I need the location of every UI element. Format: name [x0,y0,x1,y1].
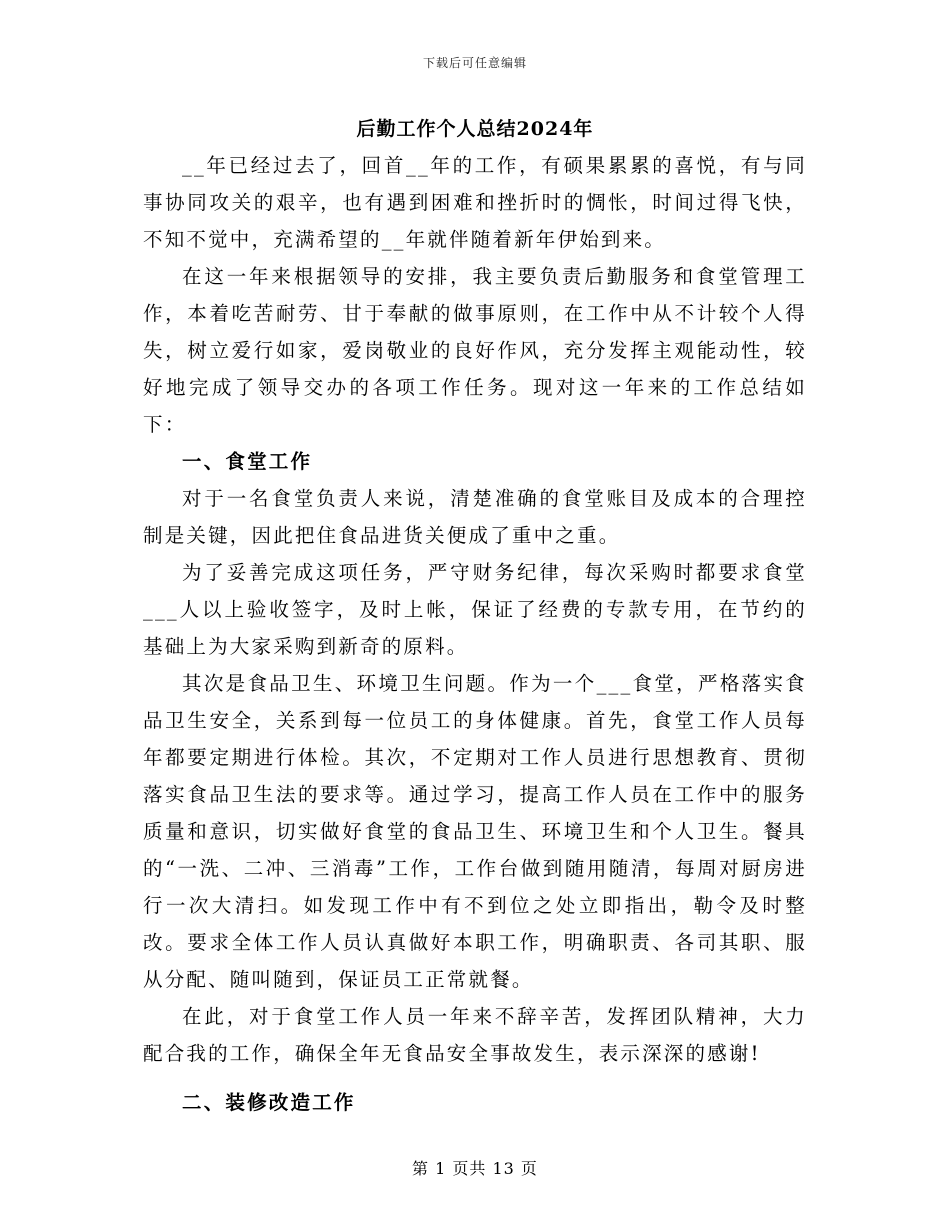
intro-paragraph: 在这一年来根据领导的安排，我主要负责后勤服务和食堂管理工作，本着吃苦耐劳、甘于奉献的做事原则，在工作中从不计较个人得失，树立爱行如家，爱岗敬业的良好作风，充分发挥主观能动性，较好地完成了领导交办的各项工作任务。现对这一年来的工作总结如下： [143,265,807,436]
header-note: 下载后可任意编辑 [422,56,527,70]
section-paragraph: 其次是食品卫生、环境卫生问题。作为一个___食堂，严格落实食品卫生安全，关系到每一位员工的身体健康。首先，食堂工作人员每年都要定期进行体检。其次，不定期对工作人员进行思想教育、贯彻落实食品卫生法的要求等。通过学习，提高工作人员在工作中的服务质量和意识，切实做好食堂的食品卫生、环境卫生和个人卫生。餐具的“一洗、二冲、三消毒”工作，工作台做到随用随清，每周对厨房进行一次大清扫。如发现工作中有不到位之处立即指出，勒令及时整改。要求全体工作人员认真做好本职工作，明确职责、各司其职、服从分配、随叫随到，保证员工正常就餐。 [143,672,807,991]
intro-paragraph: __年已经过去了，回首__年的工作，有硕果累累的喜悦，有与同事协同攻关的艰辛，也有遇到困难和挫折时的惆怅，时间过得飞快，不知不觉中，充满希望的__年就伴随着新年伊始到来。 [143,154,807,251]
document-body [143,147,807,1121]
document-title: 后勤工作个人总结2024年 [356,118,594,140]
section-heading-renovation: 二、装修改造工作 [182,1091,356,1114]
section-paragraph: 对于一名食堂负责人来说，清楚准确的食堂账目及成本的合理控制是关键，因此把住食品进货关便成了重中之重。 [143,487,807,547]
section-paragraph: 在此，对于食堂工作人员一年来不辞辛苦，发挥团队精神，大力配合我的工作，确保全年无食品安全事故发生，表示深深的感谢! [143,1005,807,1065]
section-paragraph: 为了妥善完成这项任务，严守财务纪律，每次采购时都要求食堂___人以上验收签字，及时上帐，保证了经费的专款专用，在节约的基础上为大家采购到新奇的原料。 [143,561,807,658]
page-number: 第 1 页共 13 页 [412,1159,538,1178]
section-heading-canteen: 一、食堂工作 [182,450,313,473]
